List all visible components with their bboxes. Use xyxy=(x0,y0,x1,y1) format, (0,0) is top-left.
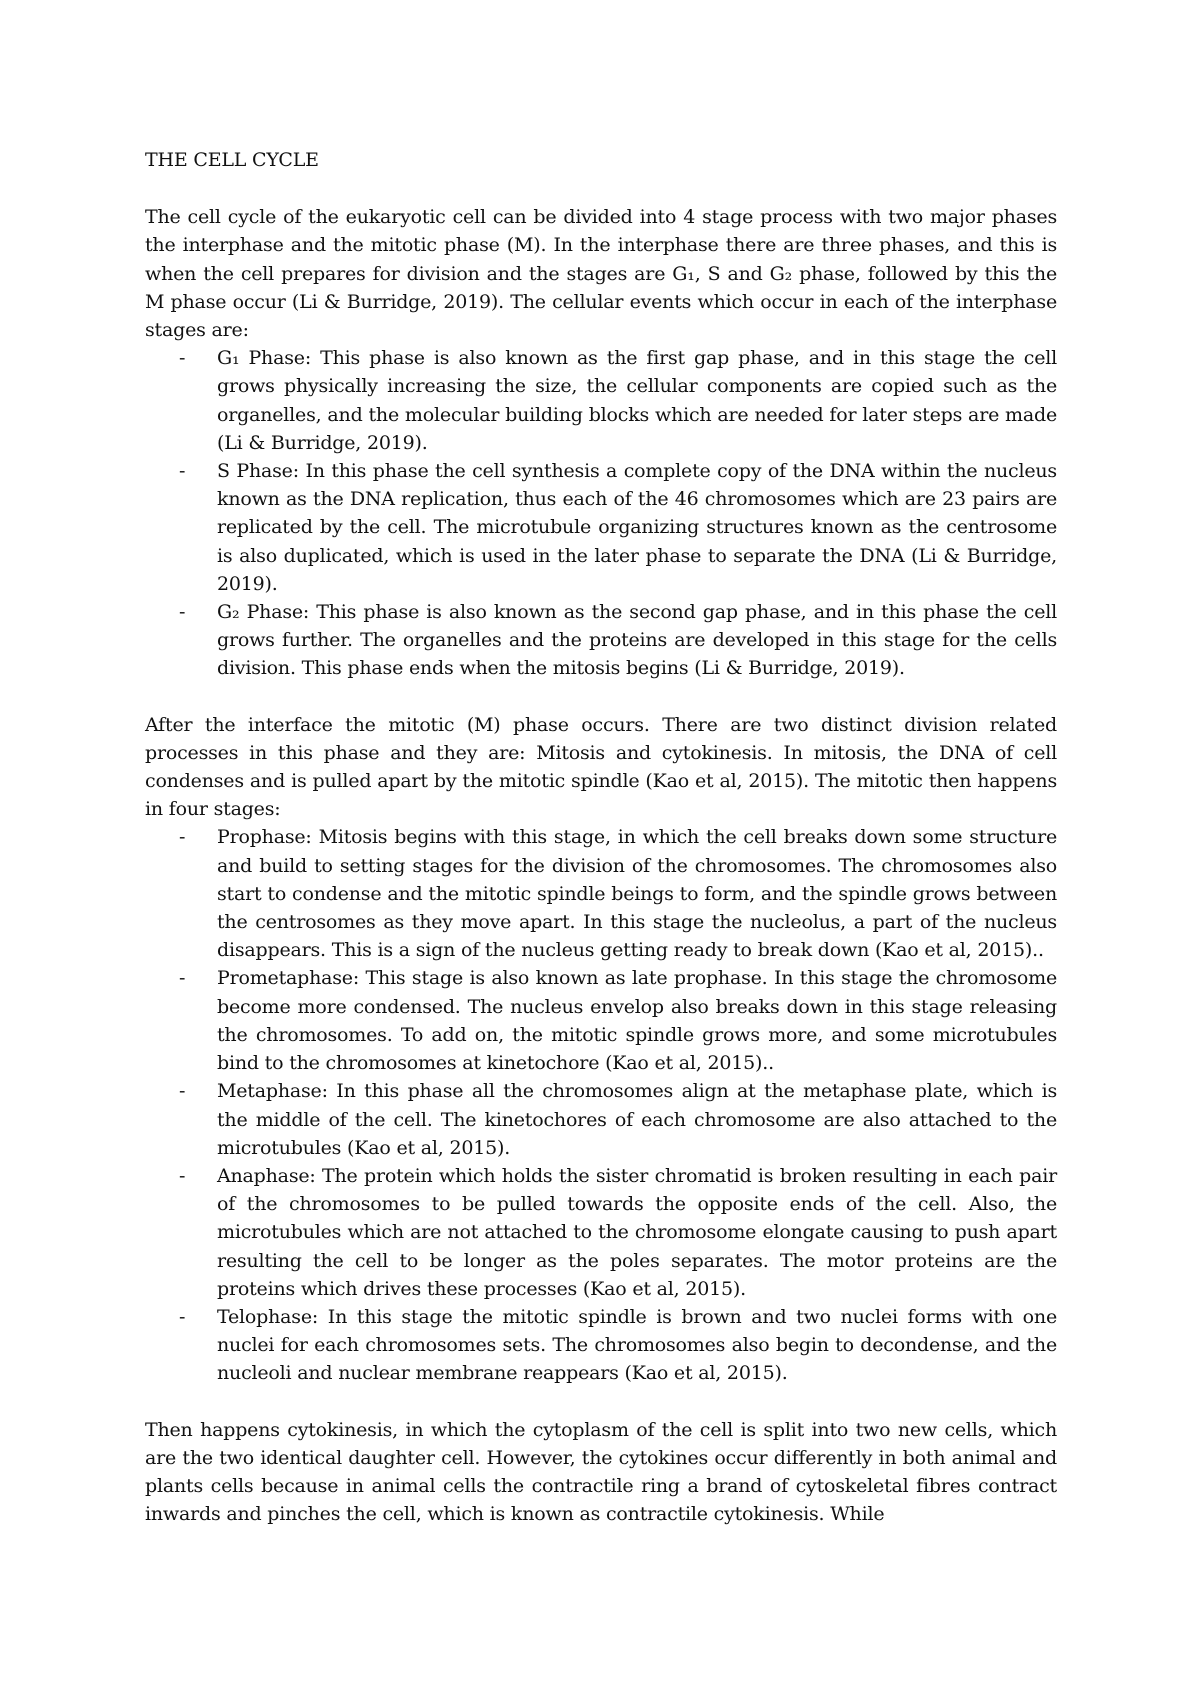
g2-phase-text: G₂ Phase: This phase is also known as the second gap phase, and in this phase the cell grows further. The organelles and the proteins are developed in this stage for the cells division. This phase ends when the mitosis begins (Li & Burridge, 2019). xyxy=(217,601,1057,680)
prometaphase-text: Prometaphase: This stage is also known as late prophase. In this stage the chromosome become more condensed. The nucleus envelop also breaks down in this stage releasing the chromosomes. To add on, the mitotic spindle grows more, and some microtubules bind to the chromosomes at kinetochore (Kao et al, 2015).. xyxy=(217,967,1057,1075)
list-marker: - xyxy=(179,1080,186,1103)
list-marker: - xyxy=(179,460,186,483)
list-marker: - xyxy=(179,347,186,370)
list-item xyxy=(179,1077,1057,1162)
page-title: THE CELL CYCLE xyxy=(145,149,319,171)
paragraph-spacer xyxy=(145,683,1057,711)
prophase-text: Prophase: Mitosis begins with this stage, in which the cell breaks down some structure and build to setting stages for the division of the chromosomes. The chromosomes also start to condense and the mitotic spindle beings to form, and the spindle grows between the centrosomes as they move apart. In this stage the nucleolus, a part of the nucleus disappears. This is a sign of the nucleus getting ready to break down (Kao et al, 2015).. xyxy=(217,826,1057,962)
list-item xyxy=(179,964,1057,1077)
list-item xyxy=(179,344,1057,457)
document-body xyxy=(145,146,1057,1528)
mitosis-stage-list xyxy=(145,823,1057,1387)
metaphase-text: Metaphase: In this phase all the chromosomes align at the metaphase plate, which is the middle of the cell. The kinetochores of each chromosome are also attached to the microtubules (Kao et al, 2015). xyxy=(217,1080,1057,1159)
anaphase-text: Anaphase: The protein which holds the sister chromatid is broken resulting in each pair of the chromosomes to be pulled towards the opposite ends of the cell. Also, the microtubules which are not attached to the chromosome elongate causing to push apart resulting the cell to be longer as the poles separates. The motor proteins are the proteins which drives these processes (Kao et al, 2015). xyxy=(217,1164,1057,1300)
list-item xyxy=(179,823,1057,964)
intro-paragraph: The cell cycle of the eukaryotic cell can be divided into 4 stage process with two major phases the interphase and the mitotic phase (M). In the interphase there are three phases, and this is when the cell prepares for division and the stages are G₁, S and G₂ phase, followed by this the M phase occur (Li & Burridge, 2019). The cellular events which occur in each of the interphase stages are: xyxy=(145,206,1057,342)
list-marker: - xyxy=(179,601,186,624)
list-item xyxy=(179,1162,1057,1303)
list-marker: - xyxy=(179,967,186,990)
list-item xyxy=(179,457,1057,598)
cytokinesis-paragraph: Then happens cytokinesis, in which the cytoplasm of the cell is split into two new cells, which are the two identical daughter cell. However, the cytokines occur differently in both animal and plants cells because in animal cells the contractile ring a brand of cytoskeletal fibres contract inwards and pinches the cell, which is known as contractile cytokinesis. While xyxy=(145,1418,1057,1526)
g1-phase-text: G₁ Phase: This phase is also known as the first gap phase, and in this stage the cell grows physically increasing the size, the cellular components are copied such as the organelles, and the molecular building blocks which are needed for later steps are made (Li & Burridge, 2019). xyxy=(217,347,1057,454)
telophase-text: Telophase: In this stage the mitotic spindle is brown and two nuclei forms with one nuclei for each chromosomes sets. The chromosomes also begin to decondense, and the nucleoli and nuclear membrane reappears (Kao et al, 2015). xyxy=(217,1305,1057,1385)
s-phase-text: S Phase: In this phase the cell synthesis a complete copy of the DNA within the nucleus known as the DNA replication, thus each of the 46 chromosomes which are 23 pairs are replicated by the cell. The microtubule organizing structures known as the centrosome is also duplicated, which is used in the later phase to separate the DNA (Li & Burridge, 2019). xyxy=(217,460,1057,595)
paragraph-spacer xyxy=(145,1388,1057,1416)
mitotic-intro-paragraph: After the interface the mitotic (M) phase occurs. There are two distinct division related processes in this phase and they are: Mitosis and cytokinesis. In mitosis, the DNA of cell condenses and is pulled apart by the mitotic spindle (Kao et al, 2015). The mitotic then happens in four stages: xyxy=(145,713,1057,821)
list-marker: - xyxy=(179,1305,186,1328)
list-marker: - xyxy=(179,826,186,849)
list-item xyxy=(179,598,1057,683)
list-item xyxy=(179,1303,1057,1388)
list-marker: - xyxy=(179,1164,186,1187)
interphase-stage-list xyxy=(145,344,1057,682)
